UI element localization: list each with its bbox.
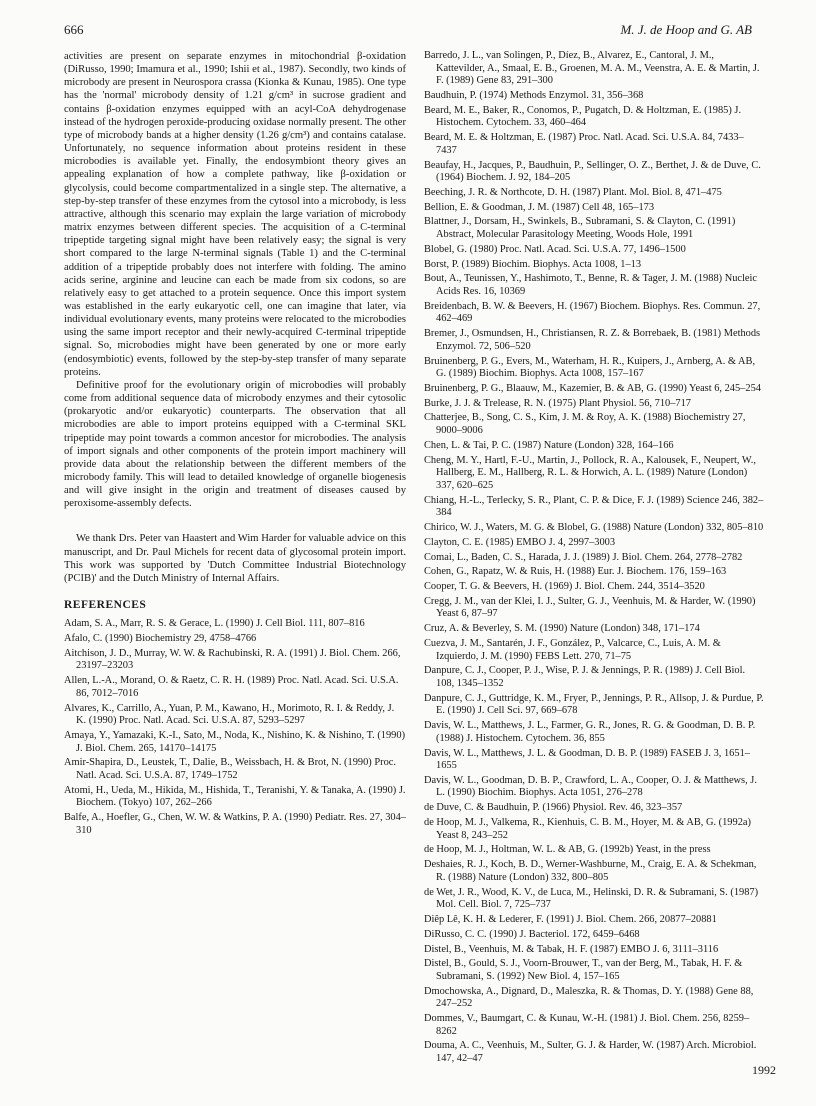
reference-item: Cuezva, J. M., Santarén, J. F., González, P., Valcarce, C., Luis, A. M. & Izquierdo, J. M. (1990) FEBS Lett. 270, 71–75 (424, 638, 721, 662)
reference-item: Dmochowska, A., Dignard, D., Maleszka, R. & Thomas, D. Y. (1988) Gene 88, 247–252 (424, 985, 754, 1010)
reference-item: Bremer, J., Osmundsen, H., Christiansen, R. Z. & Borrebaek, B. (1981) Methods Enzymol. 72, 506–520 (424, 328, 761, 352)
reference-item: Chen, L. & Tai, P. C. (1987) Nature (London) 328, 164–166 (424, 439, 674, 451)
left-column (64, 50, 406, 839)
reference-item: Chatterjee, B., Song, C. S., Kim, J. M. & Roy, A. K. (1988) Biochemistry 27, 9000–9006 (424, 412, 746, 437)
reference-item: de Wet, J. R., Wood, K. V., de Luca, M., Helinski, D. R. & Subramani, S. (1987) Mol. Cell. Biol. 7, 725–737 (424, 886, 759, 911)
reference-item: Deshaies, R. J., Koch, B. D., Werner-Washburne, M., Craig, E. A. & Schekman, R. (1988) Nature (London) 332, 800–805 (424, 859, 757, 883)
reference-item: Burke, J. J. & Trelease, R. N. (1975) Plant Physiol. 56, 710–717 (424, 397, 691, 409)
reference-item: Alvares, K., Carrillo, A., Yuan, P. M., Kawano, H., Morimoto, R. I. & Reddy, J. K. (1990) Proc. Natl. Acad. Sci. U.S.A. 87, 5293–5297 (64, 702, 395, 727)
reference-item: Danpure, C. J., Guttridge, K. M., Fryer, P., Jennings, P. R., Allsop, J. & Purdue, P. E. (1990) J. Cell Sci. 97, 669–678 (424, 692, 764, 717)
reference-item: Beeching, J. R. & Northcote, D. H. (1987) Plant. Mol. Biol. 8, 471–475 (424, 186, 722, 198)
reference-item: de Hoop, M. J., Valkema, R., Kienhuis, C. B. M., Hoyer, M. & AB, G. (1992a) Yeast 8, 243–252 (424, 817, 751, 841)
reference-item: Douma, A. C., Veenhuis, M., Sulter, G. J. & Harder, W. (1987) Arch. Microbiol. 147, 42–47 (424, 1040, 757, 1064)
reference-item: de Hoop, M. J., Holtman, W. L. & AB, G. (1992b) Yeast, in the press (424, 844, 711, 856)
reference-item: Cohen, G., Rapatz, W. & Ruis, H. (1988) Eur. J. Biochem. 176, 159–163 (424, 566, 727, 578)
reference-item: Aitchison, J. D., Murray, W. W. & Rachubinski, R. A. (1991) J. Biol. Chem. 266, 23197–23203 (64, 647, 401, 672)
reference-item: Bruinenberg, P. G., Blaauw, M., Kazemier, B. & AB, G. (1990) Yeast 6, 245–254 (424, 382, 761, 394)
references-heading: REFERENCES (64, 599, 147, 612)
reference-item: Atomi, H., Ueda, M., Hikida, M., Hishida, T., Teranishi, Y. & Tanaka, A. (1990) J. Biochem. (Tokyo) 107, 262–266 (64, 784, 406, 809)
reference-item: Borst, P. (1989) Biochim. Biophys. Acta 1008, 1–13 (424, 258, 642, 270)
reference-item: DiRusso, C. C. (1990) J. Bacteriol. 172, 6459–6468 (424, 928, 640, 940)
reference-item: Danpure, C. J., Cooper, P. J., Wise, P. J. & Jennings, P. R. (1989) J. Cell Biol. 108, 1345–1352 (424, 665, 746, 689)
reference-item: Afalo, C. (1990) Biochemistry 29, 4758–4766 (64, 633, 257, 645)
reference-item: Allen, L.-A., Morand, O. & Raetz, C. R. H. (1989) Proc. Natl. Acad. Sci. U.S.A. 86, 7012–7016 (64, 675, 399, 699)
reference-item: Beard, M. E., Baker, R., Conomos, P., Pugatch, D. & Holtzman, E. (1985) J. Histochem. Cytochem. 33, 460–464 (424, 104, 742, 129)
acknowledgement: We thank Drs. Peter van Haastert and Wim Harder for valuable advice on this manuscript, and Dr. Paul Michels for recent data of glycosomal protein import. This work was supported by 'Dutch Committee Industrial Biotechnology (PCIB)' and the Dutch Ministry of Internal Affairs. (64, 533, 406, 584)
right-column (424, 50, 764, 1068)
references-list-left (64, 618, 406, 837)
reference-item: Distel, B., Veenhuis, M. & Tabak, H. F. (1987) EMBO J. 6, 3111–3116 (424, 943, 719, 955)
reference-item: Barredo, J. L., van Solingen, P., Díez, B., Alvarez, E., Cantoral, J. M., Kattevilder, A., Smaal, E. B., Groenen, M. A. M., Veenstra, A. E. & Martin, J. F. (1989) Gene 83, 291–300 (424, 50, 760, 87)
reference-item: Chirico, W. J., Waters, M. G. & Blobel, G. (1988) Nature (London) 332, 805–810 (424, 521, 764, 533)
reference-item: Distel, B., Gould, S. J., Voorn-Brouwer, T., van der Berg, M., Tabak, H. F. & Subramani, S. (1992) New Biol. 4, 157–165 (424, 958, 743, 982)
reference-item: Bruinenberg, P. G., Evers, M., Waterham, H. R., Kuipers, J., Arnberg, A. & AB, G. (1989) Biochim. Biophys. Acta 1008, 157–167 (424, 355, 756, 380)
reference-item: Blattner, J., Dorsam, H., Swinkels, B., Subramani, S. & Clayton, C. (1991) Abstract, Molecular Parasitology Meeting, Woods Hole, 1991 (424, 216, 736, 241)
reference-item: de Duve, C. & Baudhuin, P. (1966) Physiol. Rev. 46, 323–357 (424, 802, 683, 814)
reference-item: Blobel, G. (1980) Proc. Natl. Acad. Sci. U.S.A. 77, 1496–1500 (424, 243, 686, 255)
page-number: 666 (64, 22, 84, 37)
reference-item: Diêp Lê, K. H. & Lederer, F. (1991) J. Biol. Chem. 266, 20877–20881 (424, 913, 717, 925)
reference-item: Cheng, M. Y., Hartl, F.-U., Martin, J., Pollock, R. A., Kalousek, F., Neupert, W., Hallberg, E. M., Hallberg, R. L. & Horwich, A. L. (1989) Nature (London) 337, 620–625 (424, 454, 756, 491)
running-head: M. J. de Hoop and G. AB (620, 22, 752, 37)
reference-item: Davis, W. L., Matthews, J. L., Farmer, G. R., Jones, R. G. & Goodman, D. B. P. (1988) J. Histochem. Cytochem. 36, 855 (424, 720, 756, 744)
body-paragraph: activities are present on separate enzymes in mitochondrial β-oxidation (DiRusso, 1990; Imamura et al., 1990; Ishii et al., 1987). Secondly, two kinds of microbody are present in Neurospora crassa (Kionka & Kunau, 1985). One type has the 'normal' microbody density of 1.21 g/cm³ in sucrose gradient and contains β-oxidation enzymes equipped with an acyl-CoA dehydrogenase instead of the hydrogen peroxide-producing oxidase normally present. The other type of microbody bands at a higher density (1.26 g/cm³) and contains catalase. Unfortunately, no sequence information about proteins resident in these microbodies is available yet. Finally, the endosymbiont theory gives an appealing explanation of how a complete pathway, like β-oxidation or glycolysis, could become compartmentalized in a single step. The alternative, a step-by-step transfer of these enzymes from the cytosol into a microbody, is less attractive, although this scenario may explain the large variation of microbody matrix enzymes between different species. The acquisition of a C-terminal tripeptide targeting signal might have been relatively easy; the signal is very short compared to the large N-terminal signals (Table 1) and the C-terminal addition of a tripeptide probably does not interfere with folding. The amino acids serine, arginine and leucine can each be made from six codons, so are relatively easy to get attached to a protein sequence. Once this import system was established in the early eukaryotic cell, one can imagine that later, via individual evolutionary events, many proteins were relocated to the microbodies using the same import receptor and their newly-acquired C-terminal tripeptide signal. So, microbodies might have been generated by one or more early (endosymbiotic) events, followed by the step-by-step transfer of many separate proteins. (64, 51, 406, 378)
reference-item: Bellion, E. & Goodman, J. M. (1987) Cell 48, 165–173 (424, 201, 655, 213)
reference-item: Chiang, H.-L., Terlecky, S. R., Plant, C. P. & Dice, F. J. (1989) Science 246, 382–384 (424, 494, 764, 519)
reference-item: Cooper, T. G. & Beevers, H. (1969) J. Biol. Chem. 244, 3514–3520 (424, 581, 705, 593)
reference-item: Amir-Shapira, D., Leustek, T., Dalie, B., Weissbach, H. & Brot, N. (1990) Proc. Natl. Acad. Sci. U.S.A. 87, 1749–1752 (64, 757, 396, 781)
footer-year: 1992 (752, 1063, 776, 1077)
reference-item: Cregg, J. M., van der Klei, I. J., Sulter, G. J., Veenhuis, M. & Harder, W. (1990) Yeast 6, 87–97 (424, 595, 756, 620)
reference-item: Cruz, A. & Beverley, S. M. (1990) Nature (London) 348, 171–174 (424, 623, 700, 635)
reference-item: Clayton, C. E. (1985) EMBO J. 4, 2997–3003 (424, 536, 616, 548)
reference-item: Adam, S. A., Marr, R. S. & Gerace, L. (1990) J. Cell Biol. 111, 807–816 (64, 618, 365, 630)
reference-item: Breidenbach, B. W. & Beevers, H. (1967) Biochem. Biophys. Res. Commun. 27, 462–469 (424, 300, 761, 325)
reference-item: Bout, A., Teunissen, Y., Hashimoto, T., Benne, R. & Tager, J. M. (1988) Nucleic Acids Res. 16, 10369 (424, 273, 758, 297)
reference-item: Baudhuin, P. (1974) Methods Enzymol. 31, 356–368 (424, 89, 644, 101)
reference-item: Beard, M. E. & Holtzman, E. (1987) Proc. Natl. Acad. Sci. U.S.A. 84, 7433–7437 (424, 132, 744, 156)
reference-item: Davis, W. L., Goodman, D. B. P., Crawford, L. A., Cooper, O. J. & Matthews, J. L. (1990) Biochim. Biophys. Acta 1051, 276–278 (424, 774, 757, 799)
page-header (64, 22, 752, 42)
reference-item: Amaya, Y., Yamazaki, K.-I., Sato, M., Noda, K., Nishino, K. & Nishino, T. (1990) J. Biol. Chem. 265, 14170–14175 (64, 729, 406, 754)
reference-item: Davis, W. L., Matthews, J. L. & Goodman, D. B. P. (1989) FASEB J. 3, 1651–1655 (424, 747, 750, 772)
reference-item: Comai, L., Baden, C. S., Harada, J. J. (1989) J. Biol. Chem. 264, 2778–2782 (424, 551, 743, 563)
reference-item: Dommes, V., Baumgart, C. & Kunau, W.-H. (1981) J. Biol. Chem. 256, 8259–8262 (424, 1013, 750, 1037)
body-paragraph: Definitive proof for the evolutionary origin of microbodies will probably come from additional sequence data of microbody enzymes and their cytosolic (prokaryotic and/or eukaryotic) counterparts. The observation that all microbodies are able to import proteins equipped with a C-terminal SKL tripeptide may point towards a common ancestor for microbodies. The analysis of import signals and other components of the protein import machinery will provide data about the relationship between the different members of the microbody family. This will lead to detailed knowledge of organelle biogenesis and will give insight in the origin and treatment of diseases caused by peroxisome-assembly defects. (64, 379, 406, 510)
reference-item: Balfe, A., Hoefler, G., Chen, W. W. & Watkins, P. A. (1990) Pediatr. Res. 27, 304–310 (64, 812, 407, 836)
reference-item: Beaufay, H., Jacques, P., Baudhuin, P., Sellinger, O. Z., Berthet, J. & de Duve, C. (1964) Biochem. J. 92, 184–205 (424, 159, 761, 184)
